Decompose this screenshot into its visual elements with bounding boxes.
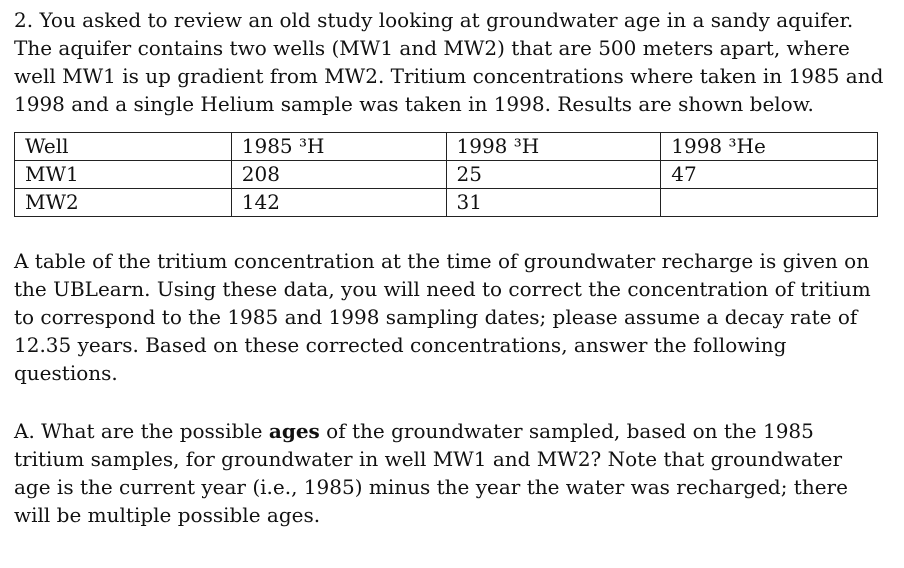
- cell-mw1-1985-tritium: 208: [231, 161, 446, 189]
- table-row: [15, 189, 878, 217]
- header-1998-helium: 1998 ³He: [661, 133, 878, 161]
- cell-mw2-1985-tritium: 142: [231, 189, 446, 217]
- question-a-lead: A. What are the possible: [14, 419, 269, 443]
- cell-well-mw1: MW1: [15, 161, 232, 189]
- header-well: Well: [15, 133, 232, 161]
- table-row: [15, 161, 878, 189]
- header-1985-tritium: 1985 ³H: [231, 133, 446, 161]
- table-header-row: [15, 133, 878, 161]
- cell-mw1-1998-helium: 47: [661, 161, 878, 189]
- cell-mw1-1998-tritium: 25: [446, 161, 661, 189]
- question-a-body: of the groundwater sampled, based on the 1985 tritium samples, for groundwater in well MW1 and MW2? Note that groundwater age is the current year (i.e., 1985) minus the year the water was recharged; there will be multiple possible ages.: [14, 419, 848, 527]
- instructions-paragraph: A table of the tritium concentration at the time of groundwater recharge is given on the UBLearn. Using these data, you will need to correct the concentration of tritium to correspond to the 1985 and 1998 sampling dates; please assume a decay rate of 12.35 years. Based on these corrected concentrations, answer the following questions.: [14, 249, 871, 385]
- results-table-container: [14, 132, 878, 217]
- question-a: [14, 417, 884, 529]
- document-page: [14, 6, 884, 529]
- header-1998-tritium: 1998 ³H: [446, 133, 661, 161]
- results-table: [14, 132, 878, 217]
- cell-mw2-1998-helium: [661, 189, 878, 217]
- question-a-emphasis: ages: [268, 419, 320, 443]
- problem-intro: 2. You asked to review an old study looking at groundwater age in a sandy aquifer. The aquifer contains two wells (MW1 and MW2) that are 500 meters apart, where well MW1 is up gradient from MW2. Tritium concentrations where taken in 1985 and 1998 and a single Helium sample was taken in 1998. Results are shown below.: [14, 8, 884, 116]
- cell-mw2-1998-tritium: 31: [446, 189, 661, 217]
- cell-well-mw2: MW2: [15, 189, 232, 217]
